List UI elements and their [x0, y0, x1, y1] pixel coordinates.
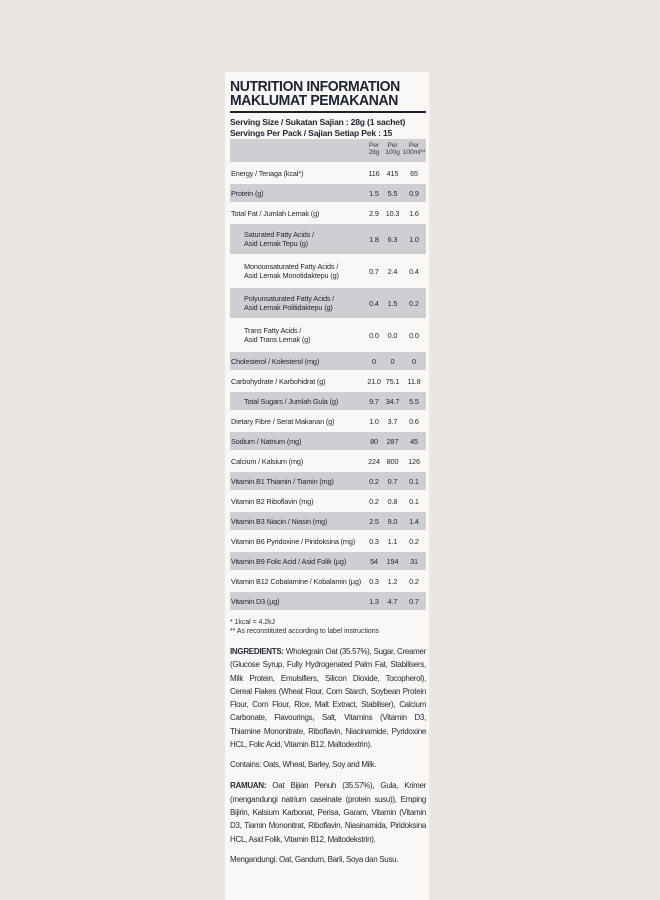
value-per-100g: 194: [383, 552, 402, 570]
nutrient-label-line2: Asid Trans Lemak (g): [244, 335, 311, 344]
nutrient-label: [230, 256, 365, 286]
nutrient-label: [230, 452, 365, 470]
nutrient-label-line1: Energy / Tenaga (kcal*): [231, 168, 304, 178]
value-per-100ml: 0.2: [402, 288, 426, 318]
table-row: [230, 552, 426, 570]
nutrient-label: [230, 204, 365, 222]
value-per-100ml: 45: [402, 432, 426, 450]
value-per-serving: 0.0: [369, 330, 379, 340]
value-per-100ml: 1.6: [409, 208, 419, 218]
col-header-per-serving: Per 28g: [365, 139, 383, 162]
value-per-100g: 10.3: [385, 208, 400, 218]
header-label-cell: [230, 139, 365, 162]
value-per-serving: 116: [368, 168, 380, 178]
value-per-serving: 0.7: [369, 266, 379, 276]
nutrient-label-line2: Asid Lemak Monotidaktepu (g): [244, 271, 339, 280]
col-header-per-100g: Per 100g: [383, 139, 402, 162]
nutrient-label: [230, 320, 365, 350]
value-per-serving: 224: [368, 456, 380, 466]
value-per-serving: 80: [365, 432, 383, 450]
nutrient-label: [230, 492, 365, 510]
value-per-serving: 0: [365, 352, 383, 370]
nutrient-label: [230, 224, 365, 254]
value-per-100g: 2.4: [387, 266, 398, 276]
col-header-per-100ml: Per 100ml**: [402, 139, 426, 162]
nutrient-label: [230, 164, 365, 182]
nutrient-label-line1: Vitamin B6 Pyridoxine / Piridoksina (mg): [231, 536, 356, 546]
value-per-100g: 75.1: [385, 376, 400, 386]
value-per-serving: 1.8: [365, 224, 383, 254]
nutrition-table: [230, 139, 426, 610]
nutrient-label-line1: Protein (g): [231, 188, 264, 198]
table-row: [230, 320, 426, 350]
value-per-100ml: 1.4: [402, 512, 426, 530]
nutrient-label-line2: Asid Lemak Tepu (g): [244, 239, 308, 248]
allergen-contains-en: Contains: Oats, Wheat, Barley, Soy and Milk.: [230, 760, 377, 770]
nutrient-label-line1: Monounsaturated Fatty Acids /: [244, 262, 339, 271]
nutrient-label-line1: Trans Fatty Acids /: [244, 326, 302, 335]
nutrient-label-line1: Cholesterol / Kolesterol (mg): [231, 356, 320, 366]
value-per-100g: 3.7: [387, 416, 398, 426]
table-row: [230, 204, 426, 222]
nutrient-label: [230, 552, 365, 570]
value-per-serving: 2.9: [369, 208, 379, 218]
value-per-100ml: 65: [410, 168, 418, 178]
value-per-100ml: 0.0: [409, 330, 419, 340]
nutrient-label-line1: Vitamin B12 Cobalamine / Kobalamin (µg): [231, 576, 362, 586]
nutrient-label-line1: Vitamin B2 Riboflavin (mg): [231, 496, 314, 506]
value-per-100ml: 0: [402, 352, 426, 370]
value-per-100g: 4.7: [383, 592, 402, 610]
table-row: [230, 352, 426, 370]
ramuan-text: Oat Bijian Penuh (35.57%), Gula, Krimer (mengandungi natrium caseinate (protein susu)), Emping Bijirin, Kalsium Karbonat, Perisa, Garam, Vitamin (Vitamin D3, Tiamin Mononitrat, Riboflavin, Niasinamida, Piridoksina HCL, Asid Folik, Vitamin B12, Maltodekstrin).: [230, 781, 426, 844]
value-per-100ml: 0.6: [409, 416, 419, 426]
footnote-reconstituted: ** As reconstituted according to label instructions: [230, 628, 379, 635]
nutrient-label-line1: Dietary Fibre / Serat Makanan (g): [231, 416, 335, 426]
ingredients-en: [230, 645, 426, 751]
nutrient-label: [230, 184, 365, 202]
nutrient-label: [230, 532, 365, 550]
title-ms: MAKLUMAT PEMAKANAN: [230, 93, 398, 109]
table-row: [230, 592, 426, 610]
ingredients-text: Wholegrain Oat (35.57%), Sugar, Creamer (Glucose Syrup, Fully Hydrogenated Palm Fat, Stabilisers, Milk Protein, Emulsifiers, Silicon Dioxide, Tocopherol), Cereal Flakes (Wheat Flour, Corn Starch, Soybean Protein Flour, Corn Flour, Rice, Malt Extract, Stabiliser), Calcium Carbonate, Flavourings, Salt, Vitamins (Vitamin D3, Thiamine Mononitrate, Riboflavin, Niacinamide, Pyridoxine HCL, Folic Acid, Vitamin B12, Maltodextrin).: [230, 647, 426, 750]
value-per-serving: 1.5: [365, 184, 383, 202]
value-per-100g: 0: [383, 352, 402, 370]
nutrient-label-line1: Total Fat / Jumlah Lemak (g): [231, 208, 320, 218]
nutrient-label: [230, 412, 365, 430]
value-per-100g: 0.8: [387, 496, 398, 506]
value-per-100ml: 0.9: [402, 184, 426, 202]
value-per-100ml: 11.8: [407, 376, 421, 386]
nutrient-label-line1: Polyunsaturated Fatty Acids /: [244, 294, 335, 303]
title-rule: [230, 111, 426, 113]
serving-size: Serving Size / Sukatan Sajian : 28g (1 sachet): [230, 117, 406, 127]
nutrition-panel: [225, 72, 429, 900]
footnote-kcal: * 1kcal = 4.2kJ: [230, 619, 276, 626]
table-row: [230, 392, 426, 410]
footnotes: [230, 618, 426, 636]
nutrient-label-line1: Total Sugars / Jumlah Gula (g): [244, 396, 339, 406]
value-per-100ml: 126: [408, 456, 420, 466]
nutrient-label: [230, 472, 365, 490]
nutrient-label: [230, 392, 365, 410]
value-per-100ml: 5.5: [402, 392, 426, 410]
value-per-serving: 0.4: [365, 288, 383, 318]
table-row: [230, 572, 426, 590]
value-per-serving: 0.3: [369, 576, 379, 586]
value-per-serving: 9.7: [365, 392, 383, 410]
nutrient-label: [230, 512, 365, 530]
value-per-100g: 1.2: [387, 576, 398, 586]
table-row: [230, 412, 426, 430]
value-per-100ml: 0.2: [409, 536, 419, 546]
nutrient-label: [230, 288, 365, 318]
nutrient-label-line1: Vitamin B9 Folic Acid / Asid Folik (µg): [231, 556, 347, 566]
value-per-100ml: 0.7: [402, 592, 426, 610]
table-row: [230, 288, 426, 318]
value-per-serving: 0.3: [369, 536, 379, 546]
nutrient-label: [230, 352, 365, 370]
value-per-100ml: 0.1: [402, 472, 426, 490]
nutrient-label-line1: Vitamin B1 Thiamin / Tiamin (mg): [231, 476, 334, 486]
table-row: [230, 256, 426, 286]
value-per-serving: 21.0: [367, 376, 381, 386]
nutrient-label-line1: Sodium / Natrium (mg): [231, 436, 302, 446]
value-per-100g: 0.7: [383, 472, 402, 490]
value-per-100g: 9.0: [383, 512, 402, 530]
value-per-serving: 1.0: [369, 416, 379, 426]
nutrient-label-line1: Calcium / Kalsium (mg): [231, 456, 304, 466]
value-per-100g: 0.0: [387, 330, 398, 340]
value-per-100ml: 0.1: [409, 496, 419, 506]
ingredients-ms: [230, 779, 426, 845]
value-per-100g: 1.1: [387, 536, 398, 546]
nutrient-label: [230, 592, 365, 610]
ramuan-label: RAMUAN:: [230, 781, 267, 791]
table-row: [230, 164, 426, 182]
value-per-100ml: 31: [402, 552, 426, 570]
value-per-100g: 5.5: [383, 184, 402, 202]
value-per-serving: 0.2: [369, 496, 379, 506]
value-per-serving: 0.2: [365, 472, 383, 490]
nutrient-label-line1: Saturated Fatty Acids /: [244, 230, 314, 239]
value-per-100g: 287: [383, 432, 402, 450]
nutrient-label-line2: Asid Lemak Politidaktepu (g): [244, 303, 333, 312]
value-per-100g: 800: [386, 456, 399, 466]
value-per-100g: 6.3: [383, 224, 402, 254]
table-row: [230, 472, 426, 490]
table-row: [230, 492, 426, 510]
servings-per-pack: Servings Per Pack / Sajian Setiap Pek : 15: [230, 128, 393, 138]
allergen-contains-ms: Mengandungi: Oat, Gandum, Barli, Soya dan Susu.: [230, 854, 399, 864]
nutrient-label: [230, 372, 365, 390]
value-per-100ml: 1.0: [402, 224, 426, 254]
ingredients-label: INGREDIENTS:: [230, 647, 284, 656]
nutrient-label-line1: Vitamin B3 Niacin / Niasin (mg): [231, 516, 328, 526]
value-per-100g: 34.7: [383, 392, 402, 410]
value-per-serving: 2.5: [365, 512, 383, 530]
table-row: [230, 512, 426, 530]
table-row: [230, 432, 426, 450]
value-per-100ml: 0.4: [409, 266, 419, 276]
nutrient-label-line1: Vitamin D3 (µg): [231, 596, 280, 606]
table-row: [230, 532, 426, 550]
table-row: [230, 184, 426, 202]
table-row: [230, 452, 426, 470]
value-per-100ml: 0.2: [409, 576, 419, 586]
nutrient-label-line1: Carbohydrate / Karbohidrat (g): [231, 376, 326, 386]
nutrient-label: [230, 572, 365, 590]
title-en: NUTRITION INFORMATION: [230, 79, 400, 95]
value-per-serving: 54: [365, 552, 383, 570]
table-row: [230, 224, 426, 254]
table-header-row: [230, 139, 426, 162]
value-per-100g: 415: [386, 168, 399, 178]
nutrient-label: [230, 432, 365, 450]
value-per-100g: 1.5: [383, 288, 402, 318]
table-row: [230, 372, 426, 390]
value-per-serving: 1.3: [365, 592, 383, 610]
